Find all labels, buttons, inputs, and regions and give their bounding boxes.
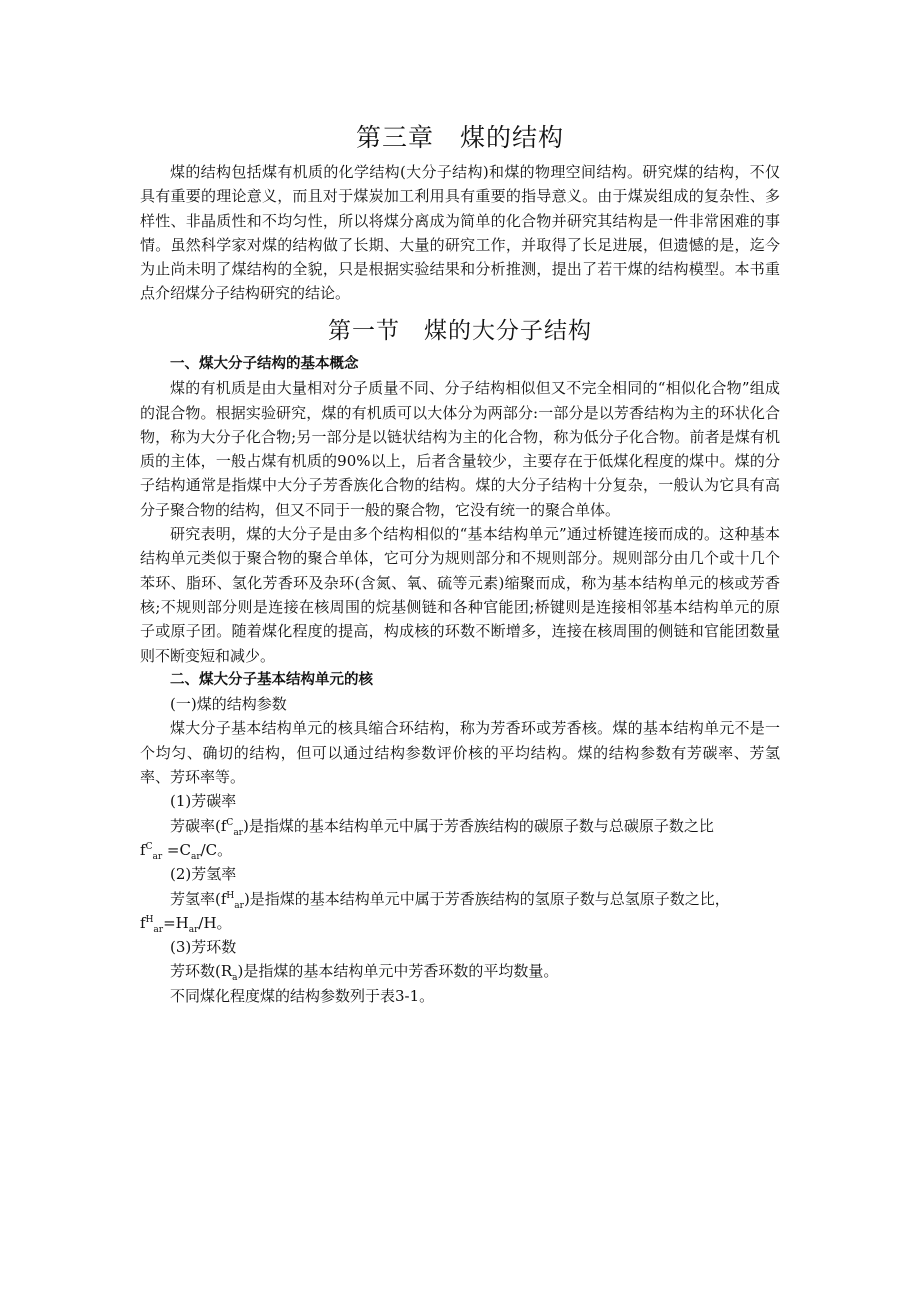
heading-nucleus: 二、煤大分子基本结构单元的核 <box>170 671 373 688</box>
heading-basic-concept: 一、煤大分子结构的基本概念 <box>170 356 359 372</box>
intro-paragraph: 煤的结构包括煤有机质的化学结构(大分子结构)和煤的物理空间结构。研究煤的结构，不仅具有重要的理论意义，而且对于煤炭加工利用具有重要的指导意义。由于煤炭组成的复杂性、多样性、非晶质性和不均匀性，所以将煤分离成为简单的化合物并研究其结构是一件非常困难的事情。虽然科学家对煤的结构做了长期、大量的研究工作，并取得了长足进展，但遗憾的是，迄今为止尚未明了煤结构的全貌，只是根据实验结果和分析推测，提出了若干煤的结构模型。本书重点介绍煤分子结构研究的结论。 <box>140 163 780 303</box>
formula-aromatic-carbon: $f^C_{ar} =C_{ar}/C$。 <box>140 840 233 862</box>
item-aromatic-hydrogen: (2)芳氢率 <box>170 865 237 884</box>
paragraph-table-ref: 不同煤化程度煤的结构参数列于表3-1。 <box>170 986 435 1005</box>
chapter-title: 第三章 煤的结构 <box>355 123 564 152</box>
paragraph-aromatic-hydrogen-def: 芳氢率$(f^H_{ar})$是指煤的基本结构单元中属于芳香族结构的氢原子数与总氢原子数之比， <box>170 889 730 911</box>
body-block <box>140 352 780 1008</box>
paragraph-aromatic-carbon-def: 芳碳率$(f^C_{ar})$是指煤的基本结构单元中属于芳香族结构的碳原子数与总碳原子数之比 <box>170 816 714 838</box>
paragraph-structural-unit: 研究表明，煤的大分子是由多个结构相似的“基本结构单元”通过桥键连接而成的。这种基本结构单元类似于聚合物的聚合单体，它可分为规则部分和不规则部分。规则部分由几个或十几个苯环、脂环、氢化芳香环及杂环(含氮、氧、硫等元素)缩聚而成，称为基本结构单元的核或芳香核;不规则部分则是连接在核周围的烷基侧链和各种官能团;桥键则是连接相邻基本结构单元的原子或原子团。随着煤化程度的提高，构成核的环数不断增多，连接在核周围的侧链和官能团数量则不断变短和减少。 <box>140 525 780 665</box>
item-aromatic-rings: (3)芳环数 <box>170 938 237 957</box>
formula-aromatic-hydrogen: $f^H_{ar}=H_{ar}/H$。 <box>140 913 232 935</box>
paragraph-aromatic-nucleus: 煤大分子基本结构单元的核具缩合环结构，称为芳香环或芳香核。煤的基本结构单元不是一个均匀、确切的结构，但可以通过结构参数评价核的平均结构。煤的结构参数有芳碳率、芳氢率、芳环率等。 <box>140 719 780 787</box>
intro-block <box>140 160 780 306</box>
paragraph-aromatic-rings-def: 芳环数$(R_a)$是指煤的基本结构单元中芳香环数的平均数量。 <box>170 962 559 984</box>
item-aromatic-carbon: (1)芳碳率 <box>170 792 237 811</box>
paragraph-organic-matter: 煤的有机质是由大量相对分子质量不同、分子结构相似但又不完全相同的“相似化合物”组成的混合物。根据实验研究，煤的有机质可以大体分为两部分:一部分是以芳香结构为主的环状化合物，称为大分子化合物;另一部分是以链状结构为主的化合物，称为低分子化合物。前者是煤有机质的主体，一般占煤有机质的90%以上，后者含量较少，主要存在于低煤化程度的煤中。煤的分子结构通常是指煤中大分子芳香族化合物的结构。煤的大分子结构十分复杂，一般认为它具有高分子聚合物的结构，但又不同于一般的聚合物，它没有统一的聚合单体。 <box>140 379 780 519</box>
section-title: 第一节 煤的大分子结构 <box>328 318 592 344</box>
subheading-structure-params: (一)煤的结构参数 <box>170 695 287 714</box>
